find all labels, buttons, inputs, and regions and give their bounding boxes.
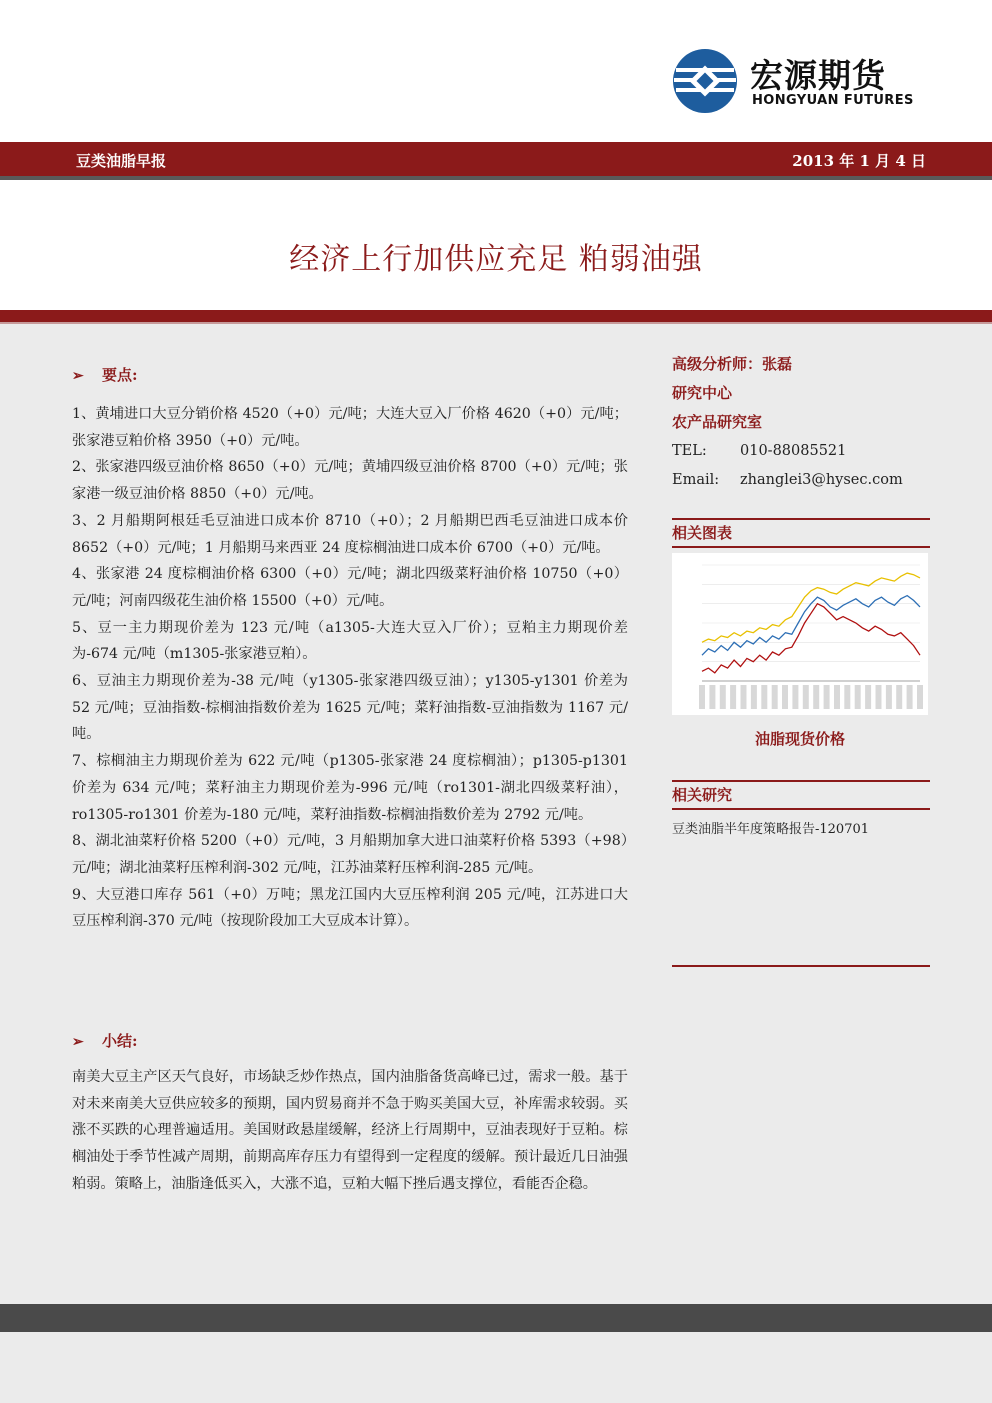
analyst-info (672, 350, 930, 495)
chart-series-line-2 (702, 573, 920, 642)
chart-x-tick-label (761, 685, 767, 709)
logo-english-name: HONGYUAN FUTURES (752, 93, 914, 108)
list-item: 8、湖北油菜籽价格 5200（+0）元/吨，3 月船期加拿大进口油菜籽价格 5393（+98）元/吨；湖北油菜籽压榨利润-302 元/吨，江苏油菜籽压榨利润-285 元/吨。 (72, 833, 628, 876)
analyst-name: 高级分析师：张磊 (672, 355, 793, 373)
keypoints-heading (72, 364, 138, 385)
related-research-heading: 相关研究 (672, 780, 930, 810)
chart-x-tick-label (751, 685, 757, 709)
report-type: 豆类油脂早报 (76, 152, 167, 170)
chart-x-tick-label (720, 685, 726, 709)
title-divider-shadow (0, 322, 992, 324)
chart-x-tick-label (844, 685, 850, 709)
chart-x-tick-label (886, 685, 892, 709)
analyst-dept: 研究中心 (672, 384, 733, 402)
chart-series-line-3 (702, 604, 920, 673)
list-item: 1、黄埔进口大豆分销价格 4520（+0）元/吨；大连大豆入厂价格 4620（+0）元/吨；张家港豆粕价格 3950（+0）元/吨。 (72, 406, 628, 449)
analyst-email (672, 466, 930, 495)
title-area (0, 180, 992, 310)
sidebar-bottom-divider (672, 965, 930, 967)
company-logo (672, 48, 912, 114)
chart-x-tick-label (907, 685, 913, 709)
chart-x-tick-label (803, 685, 809, 709)
related-chart-heading: 相关图表 (672, 518, 930, 548)
related-research-section (672, 780, 930, 837)
summary-heading (72, 1030, 138, 1051)
chart-x-tick-label (782, 685, 788, 709)
chart-x-tick-label (792, 685, 798, 709)
email-label: Email: (672, 472, 720, 488)
chart-x-tick-label (834, 685, 840, 709)
chart-svg (672, 553, 928, 715)
keypoints-list (72, 401, 628, 935)
chart-x-tick-label (855, 685, 861, 709)
chart-grid (702, 565, 920, 681)
arrow-bullet-icon: ➢ (72, 1034, 84, 1050)
chart-x-tick-label (813, 685, 819, 709)
oil-spot-price-chart (672, 553, 928, 715)
title-divider (0, 310, 992, 322)
related-research-item[interactable]: 豆类油脂半年度策略报告-120701 (672, 822, 870, 837)
list-item: 5、豆一主力期现价差为 123 元/吨（a1305-大连大豆入厂价）；豆粕主力期现价差为-674 元/吨（m1305-张家港豆粕）。 (72, 619, 628, 663)
chart-caption: 油脂现货价格 (754, 730, 845, 748)
chart-x-axis (699, 685, 923, 709)
chart-x-tick-label (730, 685, 736, 709)
list-item: 6、豆油主力期现价差为-38 元/吨（y1305-张家港四级豆油）；y1305-y1301 价差为 52 元/吨；豆油指数-棕榈油指数价差为 1625 元/吨；菜籽油指数-豆油指数为 1167 元/吨。 (72, 673, 628, 743)
chart-x-tick-label (741, 685, 747, 709)
logo-chinese-name: 宏源期货 (750, 56, 886, 95)
chart-x-tick-label (865, 685, 871, 709)
summary-paragraph: 南美大豆主产区天气良好，市场缺乏炒作热点，国内油脂备货高峰已过，需求一般。基于对未来南美大豆供应较多的预期，国内贸易商并不急于购买美国大豆，补库需求较弱。买涨不买跌的心理普遍适用。美国财政悬崖缓解，经济上行周期中，豆油表现好于豆粕。棕榈油处于季节性减产周期，前期高库存压力有望得到一定程度的缓解。预计最近几日油强粕弱。策略上，油脂逢低买入，大涨不追，豆粕大幅下挫后遇支撑位，看能否企稳。 (72, 1069, 628, 1192)
chart-x-tick-label (772, 685, 778, 709)
list-item: 2、张家港四级豆油价格 8650（+0）元/吨；黄埔四级豆油价格 8700（+0）元/吨；张家港一级豆油价格 8850（+0）元/吨。 (72, 459, 628, 503)
chart-x-tick-label (699, 685, 705, 709)
analyst-subdept: 农产品研究室 (672, 413, 763, 431)
list-item: 3、2 月船期阿根廷毛豆油进口成本价 8710（+0）；2 月船期巴西毛豆油进口成本价 8652（+0）元/吨；1 月船期马来西亚 24 度棕榈油进口成本价 6700（+0）元/吨。 (72, 512, 628, 556)
page-title: 经济上行加供应充足 粕弱油强 (289, 242, 703, 277)
arrow-bullet-icon: ➢ (72, 368, 84, 384)
summary-heading-label: 小结: (102, 1032, 138, 1050)
chart-x-tick-label (896, 685, 902, 709)
chart-series-line-1 (702, 596, 920, 656)
list-item: 9、大豆港口库存 561（+0）万吨；黑龙江国内大豆压榨利润 205 元/吨，江苏进口大豆压榨利润-370 元/吨（按现阶段加工大豆成本计算）。 (72, 886, 628, 930)
report-header-bar (0, 142, 992, 176)
report-date: 2013 年 1 月 4 日 (792, 152, 926, 170)
analyst-tel (672, 437, 930, 466)
logo-emblem-icon (672, 48, 738, 114)
keypoints-heading-label: 要点: (102, 366, 138, 384)
chart-x-tick-label (917, 685, 923, 709)
chart-x-tick-label (824, 685, 830, 709)
footer-bar (0, 1304, 992, 1332)
list-item: 4、张家港 24 度棕榈油价格 6300（+0）元/吨；湖北四级菜籽油价格 10750（+0）元/吨；河南四级花生油价格 15500（+0）元/吨。 (72, 566, 628, 609)
chart-x-tick-label (709, 685, 715, 709)
chart-x-tick-label (876, 685, 882, 709)
tel-label: TEL: (672, 443, 707, 459)
email-value[interactable]: zhanglei3@hysec.com (740, 472, 903, 488)
tel-value: 010-88085521 (740, 443, 847, 459)
related-chart-section (672, 518, 930, 548)
summary-text (72, 1064, 628, 1198)
list-item: 7、棕榈油主力期现价差为 622 元/吨（p1305-张家港 24 度棕榈油）；p1305-p1301 价差为 634 元/吨；菜籽油主力期现价差为-996 元/吨（ro1301-湖北四级菜籽油），ro1305-ro1301 价差为-180 元/吨，菜籽油指数-棕榈油指数价差为 2792 元/吨。 (72, 753, 628, 823)
footer-area (0, 1332, 992, 1403)
